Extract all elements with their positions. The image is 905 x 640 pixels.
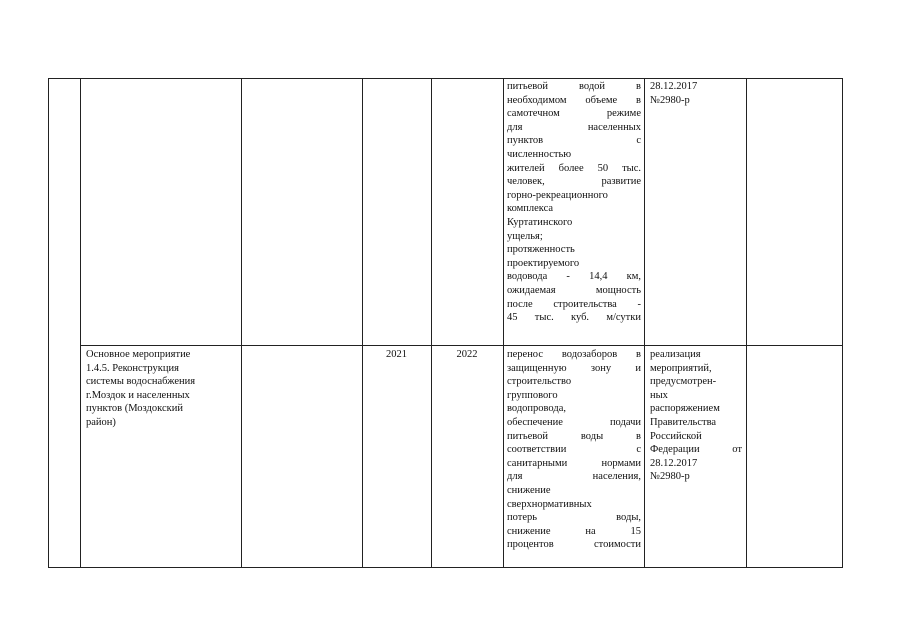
text-line: снижение на 15 — [507, 525, 641, 537]
text-line: питьевой водой в — [507, 81, 641, 92]
column-divider — [241, 78, 242, 568]
text-line: предусмотрен- — [650, 376, 717, 388]
text-line: протяженность — [507, 244, 575, 256]
text-line: численностью — [507, 148, 572, 160]
text-line: человек, развитие — [507, 176, 641, 188]
text-line: для населения, — [507, 471, 641, 483]
text-line: мероприятий, — [650, 362, 712, 374]
text-line: жителей более 50 тыс. — [507, 162, 641, 174]
text-line: перенос водозаборов в — [507, 349, 641, 360]
row2-activity-name — [86, 348, 238, 430]
text-line: Правительства — [650, 416, 717, 428]
table-border-right — [842, 78, 843, 568]
column-divider — [644, 78, 645, 568]
text-line: Куртатинского — [507, 216, 573, 228]
text-line: водовода - 14,4 км, — [507, 271, 641, 283]
text-line: питьевой воды в — [507, 430, 641, 442]
text-line: соответствии с — [507, 444, 641, 456]
text-line: процентов стоимости — [507, 539, 641, 551]
table-border-top — [48, 78, 843, 79]
text-line: ущелья; — [507, 230, 543, 242]
text-line: Российской — [650, 430, 702, 442]
row1-result-text — [507, 80, 641, 325]
row2-year-end — [431, 348, 503, 362]
row-divider — [80, 345, 843, 346]
text-line: потерь воды, — [507, 512, 641, 524]
text-line: Федерации от — [650, 444, 742, 456]
row2-year-start — [362, 348, 431, 362]
text-line: №2980-р — [650, 94, 690, 106]
text-line: строительство — [507, 376, 572, 388]
text-line: пунктов (Моздокский — [86, 403, 183, 415]
text-line: необходимом объеме в — [507, 94, 641, 106]
text-line: проектируемого — [507, 257, 580, 269]
text-line: защищенную зону и — [507, 362, 641, 374]
text-line: №2980-р — [650, 471, 690, 483]
text-line: санитарными нормами — [507, 457, 641, 469]
text-line: ных — [650, 389, 668, 401]
row2-basis-text — [650, 348, 742, 484]
column-divider — [431, 78, 432, 568]
column-divider — [503, 78, 504, 568]
text-line: обеспечение подачи — [507, 416, 641, 428]
table-border-left — [48, 78, 49, 568]
text-line: группового — [507, 389, 558, 401]
column-divider — [80, 78, 81, 568]
text-line: самотечном режиме — [507, 108, 641, 120]
text-line: пунктов с — [507, 135, 641, 147]
text-line: Основное мероприятие — [86, 349, 191, 360]
text-line: ожидаемая мощность — [507, 284, 641, 296]
text-line: г.Моздок и населенных — [86, 389, 190, 401]
text-line: горно-рекреационного — [507, 189, 608, 201]
row1-basis-text — [650, 80, 742, 107]
text-line: 45 тыс. куб. м/сутки — [507, 312, 641, 324]
year-start-value: 2021 — [386, 349, 407, 360]
text-line: сверхнормативных — [507, 498, 592, 510]
year-end-value: 2022 — [456, 349, 478, 360]
text-line: район) — [86, 416, 116, 428]
text-line: водопровода, — [507, 403, 567, 415]
column-divider — [362, 78, 363, 568]
text-line: реализация — [650, 349, 701, 360]
row2-result-text — [507, 348, 641, 552]
text-line: системы водоснабжения — [86, 376, 196, 388]
text-line: распоряжением — [650, 403, 720, 415]
document-table — [48, 78, 843, 568]
text-line: комплекса — [507, 203, 554, 215]
text-line: 28.12.2017 — [650, 81, 698, 92]
text-line: снижение — [507, 484, 551, 496]
text-line: для населенных — [507, 121, 641, 133]
text-line: 1.4.5. Реконструкция — [86, 362, 179, 374]
text-line: после строительства - — [507, 298, 641, 310]
column-divider — [746, 78, 747, 568]
table-border-bottom — [48, 567, 843, 568]
text-line: 28.12.2017 — [650, 457, 698, 469]
